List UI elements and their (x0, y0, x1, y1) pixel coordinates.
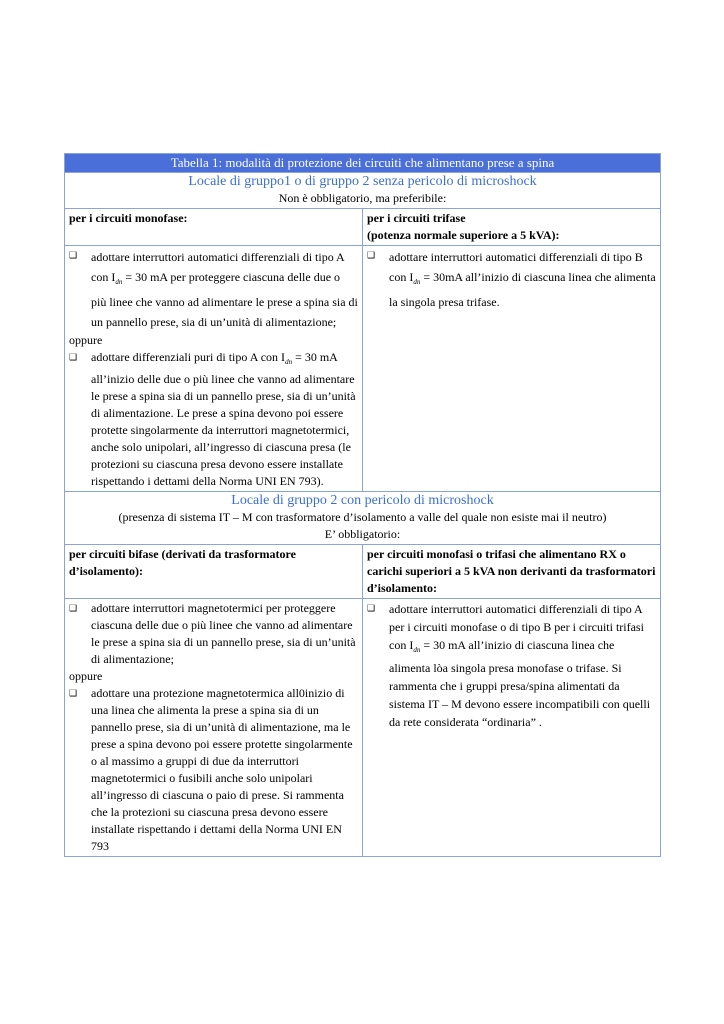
section2-left-header: per circuiti bifase (derivati da trasformatore d’isolamento): (65, 545, 363, 599)
section2-right-header: per circuiti monofasi o trifasi che alimentano RX o carichi superiori a 5 kVA non derivanti da trasformatori d’isolamento: (363, 545, 661, 599)
section2-left-cell (65, 599, 363, 857)
section2-right-cell (363, 599, 661, 857)
list-item (69, 600, 358, 668)
section1-right-header (363, 209, 661, 246)
subscript-dn: dn (115, 278, 123, 286)
checkbox-bullet-icon: ❑ (69, 352, 78, 362)
subscript-dn: dn (413, 278, 421, 286)
section1-right-header-line1: per i circuiti trifase (367, 211, 466, 225)
section2-note2: E’ obbligatorio: (324, 527, 401, 541)
section1-heading: Locale di gruppo1 o di gruppo 2 senza pericolo di microshock (188, 174, 537, 189)
section1-heading-cell (65, 173, 661, 209)
section2-right-b1-pre: adottare interruttori automatici differenziali di tipo A per i circuiti monofase o di tipo B per i circuiti trifasi con I (389, 602, 644, 652)
subscript-dn: dn (413, 646, 421, 654)
section1-note: Non è obbligatorio, ma preferibile: (278, 191, 447, 205)
section1-right-b1-pre: adottare interruttori automatici differenziali di tipo B con I (389, 250, 643, 284)
section1-left-b2-pre: adottare differenziali puri di tipo A con I (91, 350, 286, 364)
section1-right-cell (363, 246, 661, 492)
checkbox-bullet-icon: ❑ (69, 250, 78, 260)
section1-left-cell (65, 246, 363, 492)
list-item (367, 600, 656, 731)
section1-right-b1-post: = 30mA all’inizio di ciascuna linea che alimenta la singola presa trifase. (389, 270, 656, 309)
section1-right-header-line2: (potenza normale superiore a 5 kVA): (367, 228, 560, 242)
section1-left-b1-pre: adottare interruttori automatici differenziali di tipo A con I (91, 250, 345, 284)
section2-right-b1-post: = 30 mA all’inizio di ciascuna linea che alimenta lòa singola presa monofase o trifase. Si rammenta che i gruppi presa/spina alimentati da sistema IT – M devono essere incompatibili con quelli da rete considerata “ordinaria” . (389, 638, 651, 729)
list-item (367, 247, 656, 312)
oppure-label: oppure (69, 669, 103, 683)
section1-left-header: per i circuiti monofase: (65, 209, 363, 246)
list-item (69, 349, 358, 490)
section1-left-b2-post: = 30 mA all’inizio delle due o più linee che vanno ad alimentare le prese a spina sia di un pannello prese, sia di un’unità di alimentazione. Le prese a spina devono poi essere protette singolarmente da interruttori magnetotermici, anche solo unipolari, all’ingresso di ciascuna presa (le protezioni su ciascuna presa devono essere installate rispettando i dettami della Norma UNI EN 793). (91, 350, 356, 488)
checkbox-bullet-icon: ❑ (69, 603, 78, 613)
list-item (69, 247, 358, 332)
section2-heading-cell (65, 492, 661, 545)
checkbox-bullet-icon: ❑ (367, 250, 376, 260)
protection-table (64, 153, 661, 857)
section2-note1: (presenza di sistema IT – M con trasformatore d’isolamento a valle del quale non esiste mai il neutro) (118, 510, 607, 524)
subscript-dn: dn (285, 358, 293, 366)
section2-left-b2: adottare una protezione magnetotermica all0inizio di una linea che alimenta la prese a spina sia di un pannello prese, sia di un’unità di alimentazione, ma le prese a spina devono poi essere protette singolarmente o al massimo a gruppi di due da interruttori magnetotermici o fusibili anche solo unipolari all’ingresso di ciascuna o paio di prese. Si rammenta che la protezioni su ciascuna presa devono essere installate rispettando i dettami della Norma UNI EN 793 (91, 686, 353, 853)
oppure-label: oppure (69, 333, 103, 347)
section2-heading: Locale di gruppo 2 con pericolo di microshock (231, 493, 494, 508)
checkbox-bullet-icon: ❑ (69, 688, 78, 698)
section1-left-b1-post: = 30 mA per proteggere ciascuna delle due o più linee che vanno ad alimentare le prese a spina sia di un pannello prese, sia di un’unità di alimentazione; (91, 270, 358, 329)
list-item (69, 685, 358, 855)
section2-left-b1: adottare interruttori magnetotermici per proteggere ciascuna delle due o più linee che vanno ad alimentare le prese a spina sia di un pannello prese, sia di un’unità di alimentazione; (91, 601, 356, 666)
checkbox-bullet-icon: ❑ (367, 603, 376, 613)
table-title: Tabella 1: modalità di protezione dei circuiti che alimentano prese a spina (65, 154, 661, 173)
